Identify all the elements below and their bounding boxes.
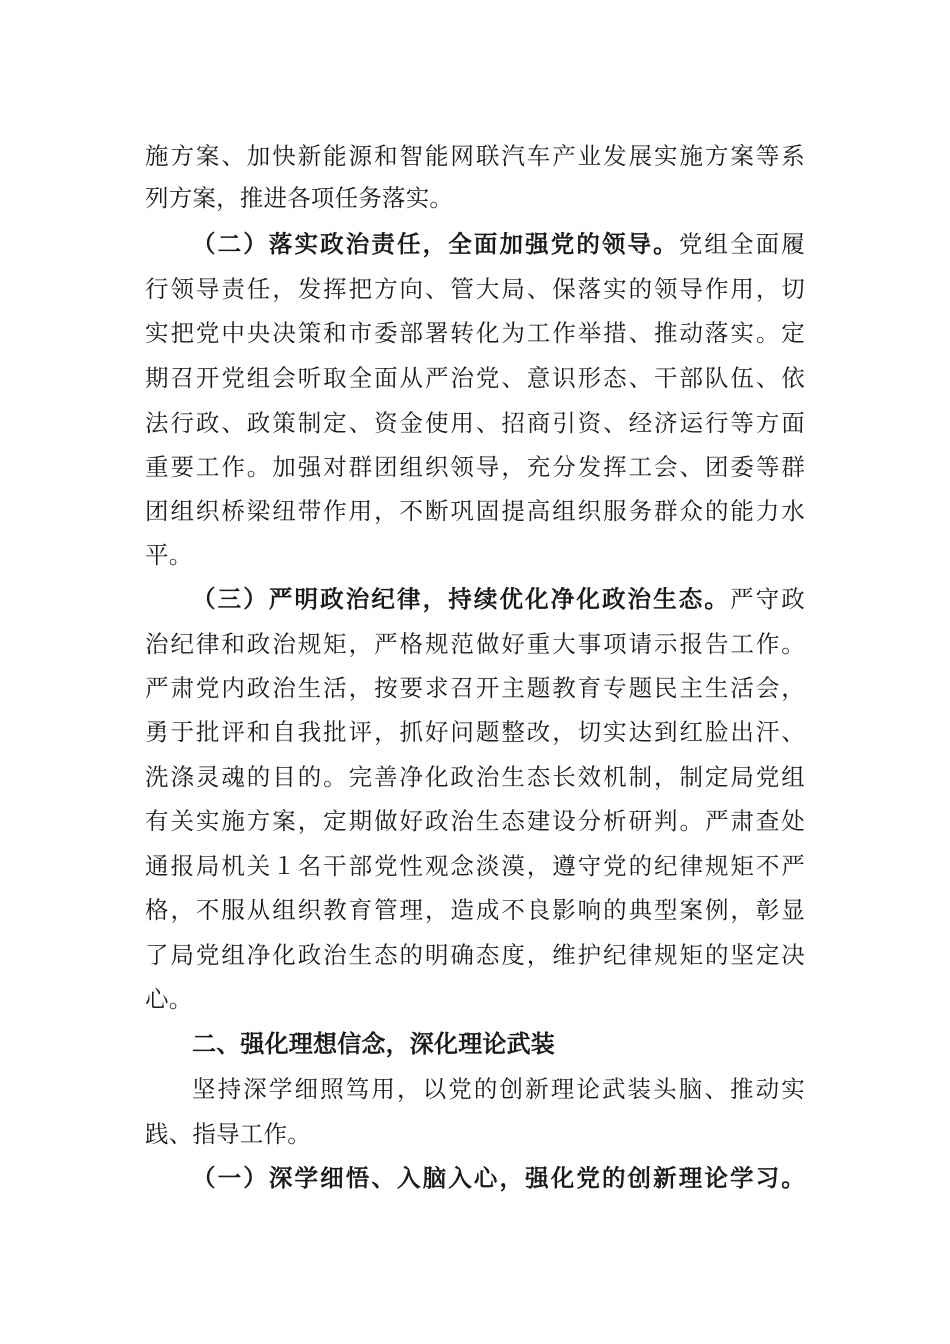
paragraph-line: 严肃党内政治生活，按要求召开主题教育专题民主生活会， xyxy=(145,674,805,702)
paragraph-heading: （二）落实政治责任，全面加强党的领导。 xyxy=(192,230,679,258)
paragraph-line: 治纪律和政治规矩，严格规范做好重大事项请示报告工作。 xyxy=(145,630,805,658)
paragraph-line: 勇于批评和自我批评，抓好问题整改，切实达到红脸出汗、 xyxy=(145,718,805,746)
paragraph-line: 施方案、加快新能源和智能网联汽车产业发展实施方案等系 xyxy=(145,142,805,170)
paragraph-line: 格，不服从组织教育管理，造成不良影响的典型案例，彰显 xyxy=(145,896,805,924)
paragraph-line: 列方案，推进各项任务落实。 xyxy=(145,184,454,212)
paragraph-line: 期召开党组会听取全面从严治党、意识形态、干部队伍、依 xyxy=(145,364,805,392)
paragraph-line: 团组织桥梁纽带作用，不断巩固提高组织服务群众的能力水 xyxy=(145,497,805,525)
paragraph-line: 有关实施方案，定期做好政治生态建设分析研判。严肃查处 xyxy=(145,807,805,835)
paragraph-line: 实把党中央决策和市委部署转化为工作举措、推动落实。定 xyxy=(145,319,805,347)
paragraph-line: 重要工作。加强对群团组织领导，充分发挥工会、团委等群 xyxy=(145,453,805,481)
paragraph-text: 严守政 xyxy=(730,585,805,613)
paragraph-first-line xyxy=(192,224,805,264)
paragraph-line: 践、指导工作。 xyxy=(145,1120,311,1148)
paragraph-line: 行领导责任，发挥把方向、管大局、保落实的领导作用，切 xyxy=(145,275,805,303)
paragraph-first-line: 坚持深学细照笃用，以党的创新理论武装头脑、推动实 xyxy=(192,1075,805,1103)
paragraph-line: 法行政、政策制定、资金使用、招商引资、经济运行等方面 xyxy=(145,409,805,437)
paragraph-heading: （一）深学细悟、入脑入心，强化党的创新理论学习。 xyxy=(192,1164,805,1192)
paragraph-line: 心。 xyxy=(145,985,193,1013)
paragraph-line: 洗涤灵魂的目的。完善净化政治生态长效机制，制定局党组 xyxy=(145,763,805,791)
section-heading: 二、强化理想信念，深化理论武装 xyxy=(192,1030,555,1058)
paragraph-line: 通报局机关１名干部党性观念淡漠，遵守党的纪律规矩不严 xyxy=(145,852,805,880)
paragraph-line: 平。 xyxy=(145,541,193,569)
paragraph-text: 党组全面履 xyxy=(678,230,805,258)
paragraph-line: 了局党组净化政治生态的明确态度，维护纪律规矩的坚定决 xyxy=(145,941,805,969)
paragraph-first-line xyxy=(192,579,805,619)
paragraph-heading: （三）严明政治纪律，持续优化净化政治生态。 xyxy=(192,585,731,613)
paragraph-first-line xyxy=(192,1158,805,1198)
